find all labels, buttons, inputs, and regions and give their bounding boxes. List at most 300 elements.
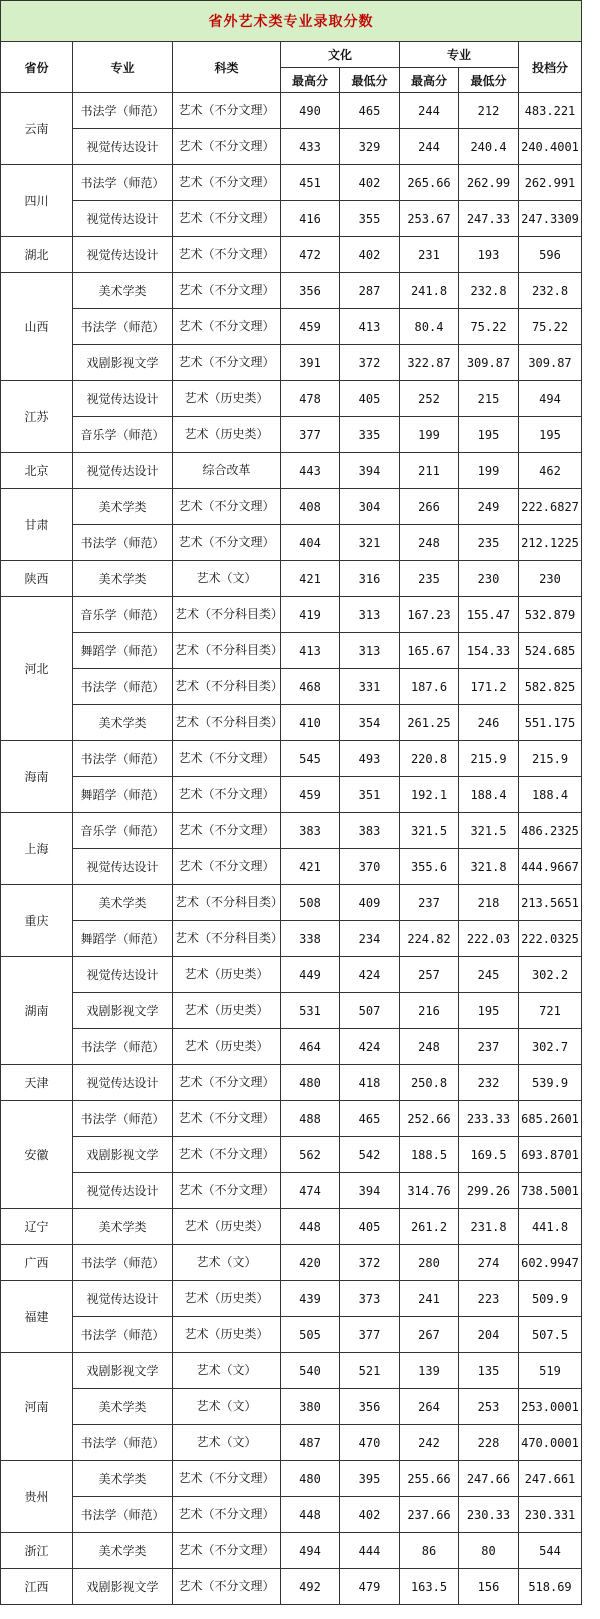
culture-max-cell: 416 [281,201,340,237]
major-cell: 书法学（师范） [73,309,173,345]
major-cell: 书法学（师范） [73,1497,173,1533]
culture-min-cell: 316 [340,561,400,597]
major-cell: 书法学（师范） [73,525,173,561]
score-cell: 532.879 [519,597,582,633]
specialty-min-cell: 321.5 [459,813,519,849]
culture-max-cell: 540 [281,1353,340,1389]
culture-max-cell: 338 [281,921,340,957]
table-row [1,705,582,741]
table-row [1,741,582,777]
table-body [1,93,582,1605]
major-cell: 舞蹈学（师范） [73,777,173,813]
province-cell: 湖北 [1,237,73,273]
specialty-min-cell: 215.9 [459,741,519,777]
category-cell: 艺术（不分科目类） [173,633,281,669]
culture-min-cell: 287 [340,273,400,309]
table-row [1,1353,582,1389]
culture-min-cell: 351 [340,777,400,813]
culture-min-cell: 507 [340,993,400,1029]
major-cell: 视觉传达设计 [73,201,173,237]
category-cell: 艺术（历史类） [173,1209,281,1245]
specialty-min-cell: 135 [459,1353,519,1389]
major-cell: 视觉传达设计 [73,381,173,417]
category-cell: 艺术（不分科目类） [173,885,281,921]
table-row [1,201,582,237]
specialty-min-cell: 171.2 [459,669,519,705]
specialty-max-cell: 242 [400,1425,459,1461]
score-cell: 309.87 [519,345,582,381]
category-cell: 艺术（不分文理） [173,93,281,129]
culture-max-cell: 380 [281,1389,340,1425]
culture-max-cell: 413 [281,633,340,669]
category-cell: 艺术（历史类） [173,1029,281,1065]
header-major: 专业 [73,42,173,93]
specialty-max-cell: 231 [400,237,459,273]
specialty-max-cell: 265.66 [400,165,459,201]
header-culture-max: 最高分 [281,68,340,93]
major-cell: 书法学（师范） [73,93,173,129]
header-specialty-min: 最低分 [459,68,519,93]
table-row [1,1137,582,1173]
score-cell: 470.0001 [519,1425,582,1461]
specialty-min-cell: 299.26 [459,1173,519,1209]
table-row [1,417,582,453]
specialty-max-cell: 322.87 [400,345,459,381]
culture-min-cell: 321 [340,525,400,561]
major-cell: 书法学（师范） [73,1317,173,1353]
category-cell: 艺术（历史类） [173,1317,281,1353]
score-cell: 240.4001 [519,129,582,165]
major-cell: 戏剧影视文学 [73,1569,173,1605]
score-cell: 519 [519,1353,582,1389]
header-category: 科类 [173,42,281,93]
major-cell: 美术学类 [73,1461,173,1497]
culture-min-cell: 493 [340,741,400,777]
specialty-max-cell: 280 [400,1245,459,1281]
culture-min-cell: 402 [340,165,400,201]
score-cell: 544 [519,1533,582,1569]
specialty-max-cell: 199 [400,417,459,453]
province-cell: 北京 [1,453,73,489]
culture-max-cell: 451 [281,165,340,201]
table-row [1,1497,582,1533]
category-cell: 艺术（不分科目类） [173,921,281,957]
province-cell: 贵州 [1,1461,73,1533]
category-cell: 艺术（不分文理） [173,777,281,813]
category-cell: 艺术（不分文理） [173,1569,281,1605]
culture-min-cell: 470 [340,1425,400,1461]
score-cell: 685.2601 [519,1101,582,1137]
table-row [1,849,582,885]
score-cell: 486.2325 [519,813,582,849]
province-cell: 辽宁 [1,1209,73,1245]
specialty-min-cell: 321.8 [459,849,519,885]
header-province: 省份 [1,42,73,93]
specialty-min-cell: 230.33 [459,1497,519,1533]
table-row [1,1461,582,1497]
table-row [1,93,582,129]
score-cell: 253.0001 [519,1389,582,1425]
culture-min-cell: 424 [340,1029,400,1065]
specialty-max-cell: 241 [400,1281,459,1317]
culture-min-cell: 356 [340,1389,400,1425]
major-cell: 视觉传达设计 [73,1281,173,1317]
culture-max-cell: 480 [281,1461,340,1497]
score-cell: 602.9947 [519,1245,582,1281]
specialty-min-cell: 80 [459,1533,519,1569]
major-cell: 舞蹈学（师范） [73,921,173,957]
province-cell: 云南 [1,93,73,165]
culture-max-cell: 448 [281,1209,340,1245]
province-cell: 海南 [1,741,73,813]
category-cell: 艺术（不分文理） [173,201,281,237]
specialty-max-cell: 250.8 [400,1065,459,1101]
specialty-max-cell: 248 [400,1029,459,1065]
province-cell: 上海 [1,813,73,885]
table-row [1,165,582,201]
category-cell: 艺术（不分文理） [173,165,281,201]
score-cell: 75.22 [519,309,582,345]
specialty-min-cell: 195 [459,417,519,453]
category-cell: 艺术（不分文理） [173,237,281,273]
culture-min-cell: 479 [340,1569,400,1605]
specialty-min-cell: 253 [459,1389,519,1425]
score-cell: 551.175 [519,705,582,741]
culture-min-cell: 465 [340,93,400,129]
table-row [1,453,582,489]
specialty-min-cell: 230 [459,561,519,597]
specialty-min-cell: 215 [459,381,519,417]
major-cell: 美术学类 [73,1209,173,1245]
table-row [1,1281,582,1317]
specialty-min-cell: 233.33 [459,1101,519,1137]
province-cell: 天津 [1,1065,73,1101]
culture-min-cell: 331 [340,669,400,705]
culture-max-cell: 545 [281,741,340,777]
culture-max-cell: 459 [281,309,340,345]
culture-min-cell: 329 [340,129,400,165]
culture-min-cell: 335 [340,417,400,453]
specialty-max-cell: 211 [400,453,459,489]
category-cell: 艺术（不分文理） [173,1065,281,1101]
specialty-min-cell: 155.47 [459,597,519,633]
category-cell: 艺术（历史类） [173,957,281,993]
header-score: 投档分 [519,42,582,93]
culture-min-cell: 405 [340,1209,400,1245]
major-cell: 视觉传达设计 [73,849,173,885]
table-row [1,381,582,417]
header-specialty-max: 最高分 [400,68,459,93]
culture-min-cell: 234 [340,921,400,957]
table-row [1,1065,582,1101]
specialty-max-cell: 253.67 [400,201,459,237]
table-row [1,309,582,345]
culture-max-cell: 480 [281,1065,340,1101]
table-row [1,1389,582,1425]
culture-max-cell: 508 [281,885,340,921]
score-cell: 215.9 [519,741,582,777]
category-cell: 艺术（不分文理） [173,813,281,849]
category-cell: 艺术（不分文理） [173,1173,281,1209]
table-row [1,1173,582,1209]
specialty-max-cell: 244 [400,93,459,129]
province-cell: 广西 [1,1245,73,1281]
specialty-min-cell: 245 [459,957,519,993]
major-cell: 视觉传达设计 [73,1065,173,1101]
specialty-max-cell: 237.66 [400,1497,459,1533]
culture-min-cell: 409 [340,885,400,921]
category-cell: 艺术（不分文理） [173,525,281,561]
major-cell: 美术学类 [73,561,173,597]
specialty-min-cell: 199 [459,453,519,489]
major-cell: 戏剧影视文学 [73,1353,173,1389]
category-cell: 艺术（不分文理） [173,345,281,381]
province-cell: 重庆 [1,885,73,957]
culture-max-cell: 421 [281,561,340,597]
culture-max-cell: 404 [281,525,340,561]
header-culture: 文化 [281,42,400,68]
province-cell: 甘肃 [1,489,73,561]
specialty-min-cell: 247.33 [459,201,519,237]
culture-max-cell: 490 [281,93,340,129]
culture-min-cell: 395 [340,1461,400,1497]
culture-min-cell: 394 [340,453,400,489]
table-row [1,345,582,381]
table-row [1,273,582,309]
specialty-max-cell: 266 [400,489,459,525]
culture-max-cell: 488 [281,1101,340,1137]
specialty-max-cell: 255.66 [400,1461,459,1497]
score-cell: 441.8 [519,1209,582,1245]
specialty-min-cell: 237 [459,1029,519,1065]
major-cell: 美术学类 [73,705,173,741]
specialty-max-cell: 321.5 [400,813,459,849]
specialty-min-cell: 204 [459,1317,519,1353]
specialty-max-cell: 261.2 [400,1209,459,1245]
culture-min-cell: 383 [340,813,400,849]
major-cell: 书法学（师范） [73,1101,173,1137]
major-cell: 视觉传达设计 [73,237,173,273]
culture-max-cell: 421 [281,849,340,885]
culture-max-cell: 419 [281,597,340,633]
score-cell: 212.1225 [519,525,582,561]
specialty-min-cell: 195 [459,993,519,1029]
specialty-max-cell: 314.76 [400,1173,459,1209]
table-title: 省外艺术类专业录取分数 [1,1,582,42]
specialty-min-cell: 240.4 [459,129,519,165]
major-cell: 美术学类 [73,489,173,525]
category-cell: 艺术（历史类） [173,417,281,453]
table-row [1,1569,582,1605]
category-cell: 艺术（不分文理） [173,849,281,885]
culture-min-cell: 402 [340,1497,400,1533]
major-cell: 书法学（师范） [73,669,173,705]
table-row [1,1209,582,1245]
table-row [1,1425,582,1461]
province-cell: 浙江 [1,1533,73,1569]
score-cell: 507.5 [519,1317,582,1353]
score-cell: 262.991 [519,165,582,201]
major-cell: 戏剧影视文学 [73,345,173,381]
specialty-min-cell: 246 [459,705,519,741]
score-cell: 462 [519,453,582,489]
table-row [1,957,582,993]
culture-max-cell: 492 [281,1569,340,1605]
table-row [1,777,582,813]
score-cell: 195 [519,417,582,453]
major-cell: 视觉传达设计 [73,1173,173,1209]
culture-max-cell: 356 [281,273,340,309]
culture-min-cell: 405 [340,381,400,417]
culture-min-cell: 444 [340,1533,400,1569]
category-cell: 艺术（不分文理） [173,1497,281,1533]
table-row [1,561,582,597]
specialty-min-cell: 262.99 [459,165,519,201]
specialty-max-cell: 192.1 [400,777,459,813]
major-cell: 戏剧影视文学 [73,993,173,1029]
specialty-max-cell: 257 [400,957,459,993]
specialty-min-cell: 309.87 [459,345,519,381]
culture-min-cell: 394 [340,1173,400,1209]
category-cell: 艺术（文） [173,1425,281,1461]
specialty-min-cell: 193 [459,237,519,273]
table-row [1,921,582,957]
score-cell: 483.221 [519,93,582,129]
specialty-max-cell: 248 [400,525,459,561]
category-cell: 艺术（文） [173,561,281,597]
province-cell: 四川 [1,165,73,237]
province-cell: 山西 [1,273,73,381]
score-cell: 444.9667 [519,849,582,885]
specialty-max-cell: 167.23 [400,597,459,633]
specialty-max-cell: 244 [400,129,459,165]
table-row [1,813,582,849]
specialty-max-cell: 165.67 [400,633,459,669]
culture-max-cell: 505 [281,1317,340,1353]
table-row [1,633,582,669]
specialty-min-cell: 169.5 [459,1137,519,1173]
table-row [1,1317,582,1353]
specialty-min-cell: 75.22 [459,309,519,345]
specialty-min-cell: 274 [459,1245,519,1281]
table-row [1,1533,582,1569]
specialty-max-cell: 252.66 [400,1101,459,1137]
header-specialty: 专业 [400,42,519,68]
specialty-max-cell: 139 [400,1353,459,1389]
specialty-min-cell: 228 [459,1425,519,1461]
major-cell: 舞蹈学（师范） [73,633,173,669]
category-cell: 综合改革 [173,453,281,489]
table-row [1,237,582,273]
culture-max-cell: 531 [281,993,340,1029]
major-cell: 戏剧影视文学 [73,1137,173,1173]
culture-min-cell: 372 [340,345,400,381]
score-cell: 232.8 [519,273,582,309]
score-cell: 222.0325 [519,921,582,957]
score-cell: 596 [519,237,582,273]
culture-min-cell: 355 [340,201,400,237]
culture-max-cell: 391 [281,345,340,381]
category-cell: 艺术（不分文理） [173,309,281,345]
category-cell: 艺术（不分科目类） [173,705,281,741]
table-row [1,129,582,165]
score-cell: 721 [519,993,582,1029]
category-cell: 艺术（不分文理） [173,1461,281,1497]
culture-min-cell: 313 [340,633,400,669]
culture-max-cell: 433 [281,129,340,165]
category-cell: 艺术（不分文理） [173,1101,281,1137]
province-cell: 湖南 [1,957,73,1065]
culture-max-cell: 468 [281,669,340,705]
table-row [1,525,582,561]
score-cell: 230.331 [519,1497,582,1533]
major-cell: 书法学（师范） [73,1425,173,1461]
category-cell: 艺术（历史类） [173,993,281,1029]
category-cell: 艺术（文） [173,1245,281,1281]
category-cell: 艺术（不分文理） [173,741,281,777]
score-cell: 230 [519,561,582,597]
table-row [1,489,582,525]
culture-min-cell: 402 [340,237,400,273]
specialty-max-cell: 188.5 [400,1137,459,1173]
culture-min-cell: 354 [340,705,400,741]
specialty-max-cell: 187.6 [400,669,459,705]
category-cell: 艺术（不分文理） [173,1137,281,1173]
specialty-max-cell: 86 [400,1533,459,1569]
culture-max-cell: 474 [281,1173,340,1209]
culture-max-cell: 472 [281,237,340,273]
score-cell: 524.685 [519,633,582,669]
category-cell: 艺术（不分科目类） [173,597,281,633]
province-cell: 陕西 [1,561,73,597]
specialty-max-cell: 241.8 [400,273,459,309]
specialty-max-cell: 252 [400,381,459,417]
score-cell: 222.6827 [519,489,582,525]
specialty-max-cell: 224.82 [400,921,459,957]
specialty-min-cell: 223 [459,1281,519,1317]
culture-max-cell: 443 [281,453,340,489]
major-cell: 视觉传达设计 [73,453,173,489]
table-row [1,1029,582,1065]
culture-min-cell: 372 [340,1245,400,1281]
score-cell: 188.4 [519,777,582,813]
culture-max-cell: 420 [281,1245,340,1281]
score-cell: 693.8701 [519,1137,582,1173]
category-cell: 艺术（不分文理） [173,273,281,309]
culture-min-cell: 465 [340,1101,400,1137]
culture-max-cell: 410 [281,705,340,741]
header-culture-min: 最低分 [340,68,400,93]
province-cell: 福建 [1,1281,73,1353]
province-cell: 河南 [1,1353,73,1461]
specialty-min-cell: 156 [459,1569,519,1605]
province-cell: 安徽 [1,1101,73,1209]
table-row [1,669,582,705]
table-row [1,597,582,633]
table-row [1,885,582,921]
category-cell: 艺术（不分文理） [173,129,281,165]
table-row [1,1101,582,1137]
specialty-min-cell: 222.03 [459,921,519,957]
specialty-max-cell: 163.5 [400,1569,459,1605]
culture-max-cell: 383 [281,813,340,849]
culture-min-cell: 370 [340,849,400,885]
category-cell: 艺术（历史类） [173,1281,281,1317]
score-cell: 539.9 [519,1065,582,1101]
major-cell: 书法学（师范） [73,165,173,201]
specialty-min-cell: 232.8 [459,273,519,309]
specialty-min-cell: 231.8 [459,1209,519,1245]
